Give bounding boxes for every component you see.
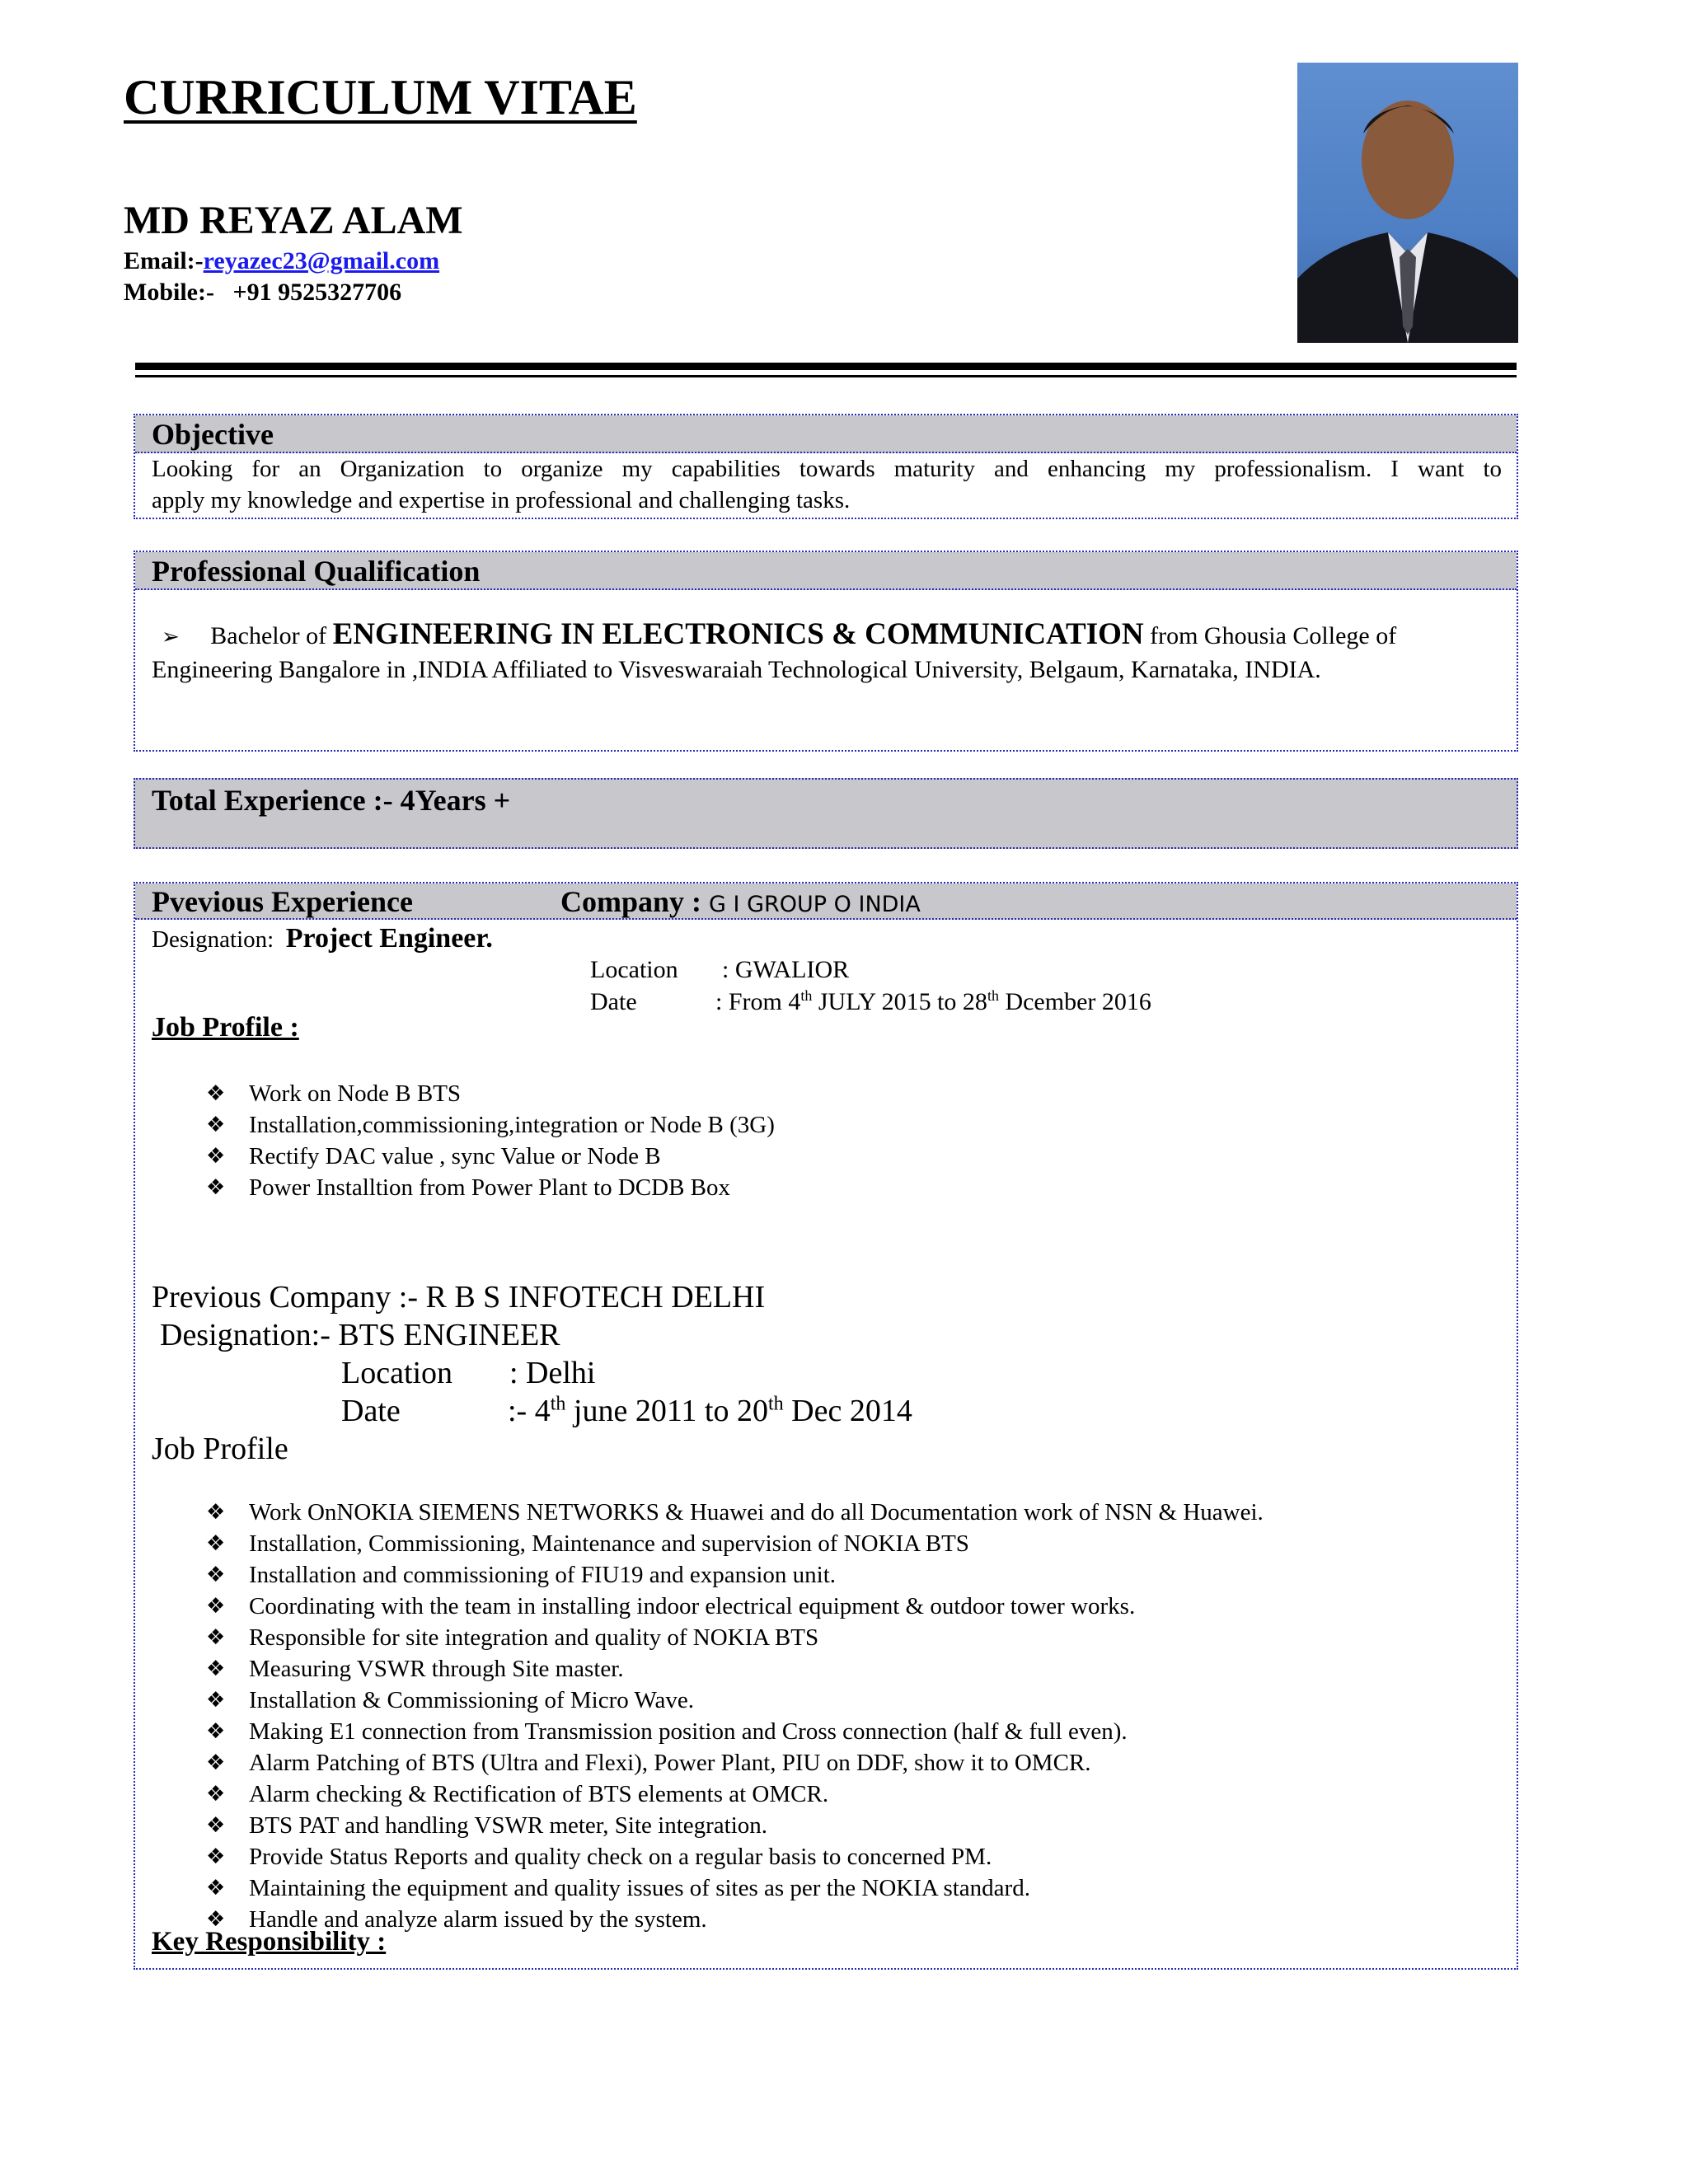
list-item-text: BTS PAT and handling VSWR meter, Site integration. bbox=[249, 1812, 768, 1839]
list-item bbox=[206, 1810, 1264, 1841]
date-text: JULY 2015 to 28 bbox=[812, 988, 987, 1015]
header-divider-thin bbox=[135, 375, 1517, 377]
date-text: :- 4 bbox=[508, 1394, 551, 1428]
qualification-line: Engineering Bangalore in ,INDIA Affiliated to Visveswaraiah Technological University, Belgaum, Karnataka, INDIA. bbox=[152, 656, 1321, 683]
list-item bbox=[206, 1078, 775, 1109]
diamond-bullet-icon: ❖ bbox=[206, 1844, 226, 1869]
experience-section bbox=[134, 882, 1518, 1970]
diamond-bullet-icon: ❖ bbox=[206, 1144, 226, 1169]
diamond-bullet-icon: ❖ bbox=[206, 1113, 226, 1137]
list-item-text: Handle and analyze alarm issued by the system. bbox=[249, 1906, 707, 1933]
list-item bbox=[206, 1591, 1264, 1622]
person-name: MD REYAZ ALAM bbox=[124, 199, 463, 242]
mobile-number: +91 9525327706 bbox=[232, 279, 402, 306]
company-label: Company : bbox=[560, 885, 702, 918]
diamond-bullet-icon: ❖ bbox=[206, 1657, 226, 1681]
previous-company-line: Previous Company :- R B S INFOTECH DELHI bbox=[152, 1280, 766, 1315]
list-item-text: Installation and commissioning of FIU19 and expansion unit. bbox=[249, 1562, 837, 1588]
diamond-bullet-icon: ❖ bbox=[206, 1719, 226, 1744]
designation-value: Project Engineer. bbox=[285, 923, 493, 954]
list-item-text: Measuring VSWR through Site master. bbox=[249, 1656, 624, 1682]
diamond-bullet-icon: ❖ bbox=[206, 1500, 226, 1525]
list-item-text: Provide Status Reports and quality check on a regular basis to concerned PM. bbox=[249, 1844, 992, 1870]
date-sup: th bbox=[800, 987, 813, 1004]
diamond-bullet-icon: ❖ bbox=[206, 1813, 226, 1838]
list-item-text: Installation & Commissioning of Micro Wave. bbox=[249, 1687, 695, 1713]
diamond-bullet-icon: ❖ bbox=[206, 1081, 226, 1106]
diamond-bullet-icon: ❖ bbox=[206, 1625, 226, 1650]
job-profile-heading: Job Profile : bbox=[152, 1012, 299, 1043]
email-label: Email:- bbox=[124, 247, 204, 274]
date-text: Dcember 2016 bbox=[998, 988, 1151, 1015]
date-sup: th bbox=[767, 1393, 784, 1415]
list-item bbox=[206, 1841, 1264, 1872]
list-item bbox=[206, 1172, 775, 1203]
previous-location-row bbox=[341, 1355, 595, 1391]
list-item-text: Alarm Patching of BTS (Ultra and Flexi), Power Plant, PIU on DDF, show it to OMCR. bbox=[249, 1750, 1091, 1776]
experience-body bbox=[135, 920, 1517, 1968]
list-item-text: Installation, Commissioning, Maintenance and supervision of NOKIA BTS bbox=[249, 1530, 969, 1557]
objective-text bbox=[135, 453, 1517, 516]
email-row bbox=[124, 247, 439, 275]
mobile-row bbox=[124, 279, 401, 307]
list-item-text: Work OnNOKIA SIEMENS NETWORKS & Huawei and do all Documentation work of NSN & Huawei. bbox=[249, 1499, 1264, 1526]
list-item-text: Work on Node B BTS bbox=[249, 1080, 462, 1107]
location-value: : Delhi bbox=[509, 1356, 596, 1390]
diamond-bullet-icon: ❖ bbox=[206, 1782, 226, 1807]
list-item bbox=[206, 1559, 1264, 1591]
designation-label: Designation: bbox=[152, 926, 274, 953]
date-label: Date bbox=[341, 1394, 401, 1428]
location-value: : GWALIOR bbox=[722, 956, 850, 983]
list-item-text: Responsible for site integration and quality of NOKIA BTS bbox=[249, 1624, 819, 1651]
degree-name: ENGINEERING IN ELECTRONICS & COMMUNICATION bbox=[332, 617, 1144, 651]
list-item bbox=[206, 1716, 1264, 1747]
list-item-text: Coordinating with the team in installing indoor electrical equipment & outdoor tower works. bbox=[249, 1593, 1136, 1619]
date-sup: th bbox=[987, 987, 999, 1004]
degree-prefix: Bachelor of bbox=[210, 622, 327, 649]
job-profile-list bbox=[206, 1078, 775, 1203]
diamond-bullet-icon: ❖ bbox=[206, 1907, 226, 1932]
email-link[interactable]: reyazec23@gmail.com bbox=[203, 247, 440, 274]
objective-heading: Objective bbox=[135, 415, 1517, 453]
objective-line: apply my knowledge and expertise in professional and challenging tasks. bbox=[152, 487, 851, 513]
list-item bbox=[206, 1141, 775, 1172]
date-row bbox=[590, 987, 1151, 1016]
location-row bbox=[590, 956, 849, 984]
location-label: Location bbox=[341, 1356, 453, 1390]
list-item bbox=[206, 1685, 1264, 1716]
list-item-text: Installation,commissioning,integration or Node B (3G) bbox=[249, 1112, 775, 1138]
previous-designation-line: Designation:- BTS ENGINEER bbox=[160, 1318, 560, 1352]
previous-job-profile-list bbox=[206, 1497, 1264, 1935]
list-item bbox=[206, 1653, 1264, 1685]
page-title: CURRICULUM VITAE bbox=[124, 70, 637, 124]
date-text: Dec 2014 bbox=[783, 1394, 912, 1428]
list-item-text: Maintaining the equipment and quality issues of sites as per the NOKIA standard. bbox=[249, 1875, 1030, 1901]
list-item bbox=[206, 1528, 1264, 1559]
objective-section bbox=[134, 414, 1518, 519]
designation-row bbox=[152, 923, 493, 954]
diamond-bullet-icon: ❖ bbox=[206, 1750, 226, 1775]
date-sup: th bbox=[550, 1393, 566, 1415]
list-item-text: Rectify DAC value , sync Value or Node B bbox=[249, 1143, 661, 1169]
profile-photo bbox=[1297, 63, 1518, 343]
list-item bbox=[206, 1779, 1264, 1810]
diamond-bullet-icon: ❖ bbox=[206, 1876, 226, 1900]
diamond-bullet-icon: ❖ bbox=[206, 1531, 226, 1556]
key-responsibility-heading: Key Responsibility : bbox=[152, 1927, 387, 1957]
date-text: june 2011 to 20 bbox=[565, 1394, 768, 1428]
list-item bbox=[206, 1497, 1264, 1528]
degree-from: from Ghousia College of bbox=[1150, 622, 1397, 649]
header-divider bbox=[135, 363, 1517, 370]
qualification-text bbox=[135, 590, 1517, 687]
total-experience-section bbox=[134, 778, 1518, 849]
arrow-bullet-icon: ➢ bbox=[162, 625, 180, 649]
previous-job-profile-heading: Job Profile bbox=[152, 1432, 288, 1466]
diamond-bullet-icon: ❖ bbox=[206, 1688, 226, 1713]
list-item bbox=[206, 1747, 1264, 1779]
date-label: Date bbox=[590, 988, 637, 1015]
list-item-text: Alarm checking & Rectification of BTS elements at OMCR. bbox=[249, 1781, 829, 1807]
qualification-section bbox=[134, 551, 1518, 752]
experience-heading bbox=[135, 883, 1517, 920]
company-heading bbox=[560, 883, 921, 923]
list-item bbox=[206, 1109, 775, 1141]
list-item-text: Making E1 connection from Transmission position and Cross connection (half & full even). bbox=[249, 1718, 1128, 1745]
objective-line: Looking for an Organization to organize my capabilities towards maturity and enhancing my professionalism. I want to bbox=[152, 456, 1502, 482]
total-experience: Total Experience :- 4Years + bbox=[152, 784, 511, 817]
list-item bbox=[206, 1622, 1264, 1653]
experience-heading-label: Pvevious Experience bbox=[152, 885, 413, 918]
company-name: G I GROUP O INDIA bbox=[709, 892, 921, 917]
mobile-label: Mobile:- bbox=[124, 279, 214, 306]
diamond-bullet-icon: ❖ bbox=[206, 1563, 226, 1587]
location-label: Location bbox=[590, 956, 678, 983]
diamond-bullet-icon: ❖ bbox=[206, 1594, 226, 1619]
qualification-heading: Professional Qualification bbox=[135, 552, 1517, 590]
diamond-bullet-icon: ❖ bbox=[206, 1175, 226, 1200]
list-item bbox=[206, 1872, 1264, 1904]
previous-date-row bbox=[341, 1393, 912, 1429]
list-item-text: Power Installtion from Power Plant to DCDB Box bbox=[249, 1174, 731, 1201]
date-text: : From 4 bbox=[715, 988, 801, 1015]
qualification-line bbox=[162, 618, 1502, 654]
